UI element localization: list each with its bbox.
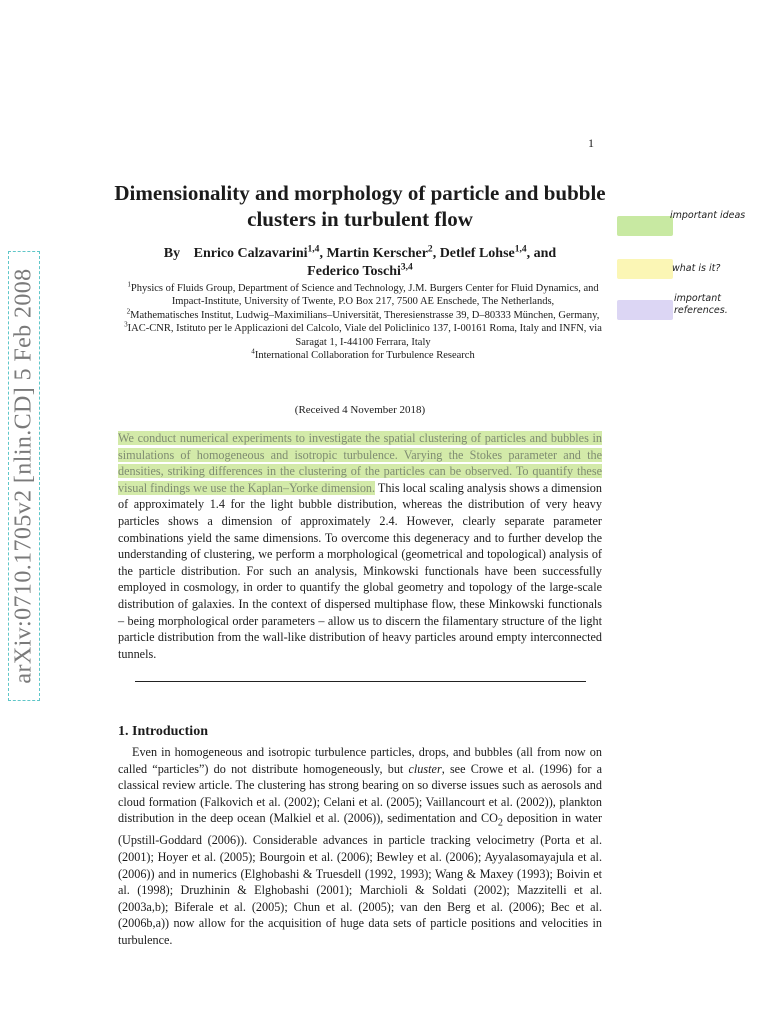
author-affil-sup: 1,4	[307, 244, 320, 255]
affiliation	[118, 282, 608, 309]
intro-text: Even in homogeneous and isotropic turbulence particles, drops, and bubbles (all from now on called “particles”) do not distribute homogeneously, but	[118, 745, 602, 776]
legend-swatch-yellow	[617, 259, 673, 279]
intro-emphasis: cluster	[408, 761, 442, 776]
author-affil-sup: 3,4	[400, 262, 413, 273]
legend-label-important-ideas: important ideas	[670, 210, 746, 221]
received-date: (Received 4 November 2018)	[294, 404, 426, 416]
abstract-divider	[135, 681, 586, 682]
abstract-highlight-important: We conduct numerical experiments to investigate the spatial clustering of particles and bubbles in simulations of homogeneous and isotropic turbulence. Varying the Stokes parameter and the densities, striking differences in the clustering of the particles can be observed. To quantify these visual findings we use the Kaplan–Yorke dimension.	[118, 431, 602, 495]
affiliation-number: 2	[126, 307, 131, 316]
affiliation	[118, 309, 608, 322]
arxiv-stamp[interactable]	[8, 251, 40, 701]
author-affil-sup: 1,4	[514, 244, 527, 255]
affiliation-text: International Collaboration for Turbulence Research	[254, 350, 475, 362]
author-name: Martin Kerscher	[326, 246, 428, 261]
author-name: Enrico Calzavarini	[193, 246, 308, 261]
affiliation-text: IAC-CNR, Istituto per le Applicazioni del Calcolo, Viale del Policlinico 137, I-00161 Roma, Italy and INFN, via Saragat 1, I-44100 Ferrara, Italy	[127, 323, 602, 348]
abstract	[118, 430, 602, 662]
affiliation	[118, 349, 608, 362]
intro-text: , see Crowe et al. (1996) for a classical review article. The clustering has strong bearing on so diverse issues such as aerosols and cloud formation (Falkovich et al. (2002); Celani et al. (2005); Vaillancourt et al. (2002)), plankton distribution in the deep ocean (Malkiel et al. (2006)), sedimentation and CO	[118, 761, 602, 826]
legend-label-what-is-it: what is it?	[672, 263, 721, 274]
and-label: and	[533, 246, 557, 261]
affiliation-text: Mathematisches Institut, Ludwig–Maximilians–Universität, Theresienstrasse 39, D–80333 München, Germany,	[130, 309, 600, 321]
affiliation-number: 4	[251, 347, 255, 356]
legend-swatch-purple	[617, 300, 673, 320]
affiliation-text: Physics of Fluids Group, Department of Science and Technology, J.M. Burgers Center for Fluid Dynamics, and Impact-Institute, University of Twente, P.O Box 217, 7500 AE Enschede, The Netherlands,	[130, 283, 599, 308]
legend-label-important-references: important references.	[674, 293, 728, 316]
paper-title: Dimensionality and morphology of particle and bubble clusters in turbulent flow	[114, 181, 606, 231]
abstract-text: This local scaling analysis shows a dimension of approximately 1.4 for the light bubble distribution, whereas the distribution of very heavy particles shows a dimension of approximately 2.4. However, clearly separate parameter combinations yield the same dimensions. To overcome this degeneracy and to further develop the understanding of clustering, we perform a morphological (geometrical and topological) analysis of the particle distribution. For such an analysis, Minkowski functionals have been successfully employed in cosmology, in order to quantify the global geometry and topology of the large-scale distribution of galaxies. In the context of dispersed multiphase flow, these Minkowski functionals – being morphological order parameters – allow us to discern the filamentary structure of the light particle distribution from the wall-like distribution of heavy particles around empty interconnected tunnels.	[118, 480, 602, 661]
author-name: Detlef Lohse	[439, 246, 515, 261]
affiliations	[118, 282, 608, 362]
author-name: Federico Toschi	[307, 264, 401, 279]
affiliation-number: 1	[127, 280, 131, 289]
affiliation	[118, 322, 608, 349]
author-list: By Enrico Calzavarini$^{1,4}$, Martin Kerscher$^2$, Detlef Lohse$^{1,4}$, and Federico Toschi$^{3,4}$	[163, 244, 557, 279]
affiliation-number: 3	[124, 320, 128, 329]
co2-subscript: 2	[497, 817, 503, 829]
legend-swatch-green	[617, 216, 673, 236]
arxiv-id: arXiv:0710.1705v2 [nlin.CD] 5 Feb 2008	[10, 268, 37, 684]
by-label: By	[163, 246, 181, 261]
section-heading: 1. Introduction	[118, 724, 208, 739]
introduction-paragraph	[118, 744, 602, 949]
author-affil-sup: 2	[427, 244, 433, 255]
page-number: 1	[588, 136, 594, 150]
intro-text: deposition in water (Upstill-Goddard (2006)). Considerable advances in particle tracking velocimetry (Porta et al. (2001); Hoyer et al. (2005); Bourgoin et al. (2006); Bewley et al. (2006); Ayyalasomayajula et al. (2006)) and in numerics (Elghobashi & Truesdell (1992, 1993); Wang & Maxey (1993); Boivin et al. (1998); Druzhinin & Elghobashi (2001); Marchioli & Soldati (2002); Mazzitelli et al. (2003a,b); Biferale et al. (2005); Chun et al. (2005); van den Berg et al. (2006); Bec et al. (2006b,a)) now allow for the acquisition of huge data sets of particle positions and velocities in turbulence.	[118, 811, 603, 947]
